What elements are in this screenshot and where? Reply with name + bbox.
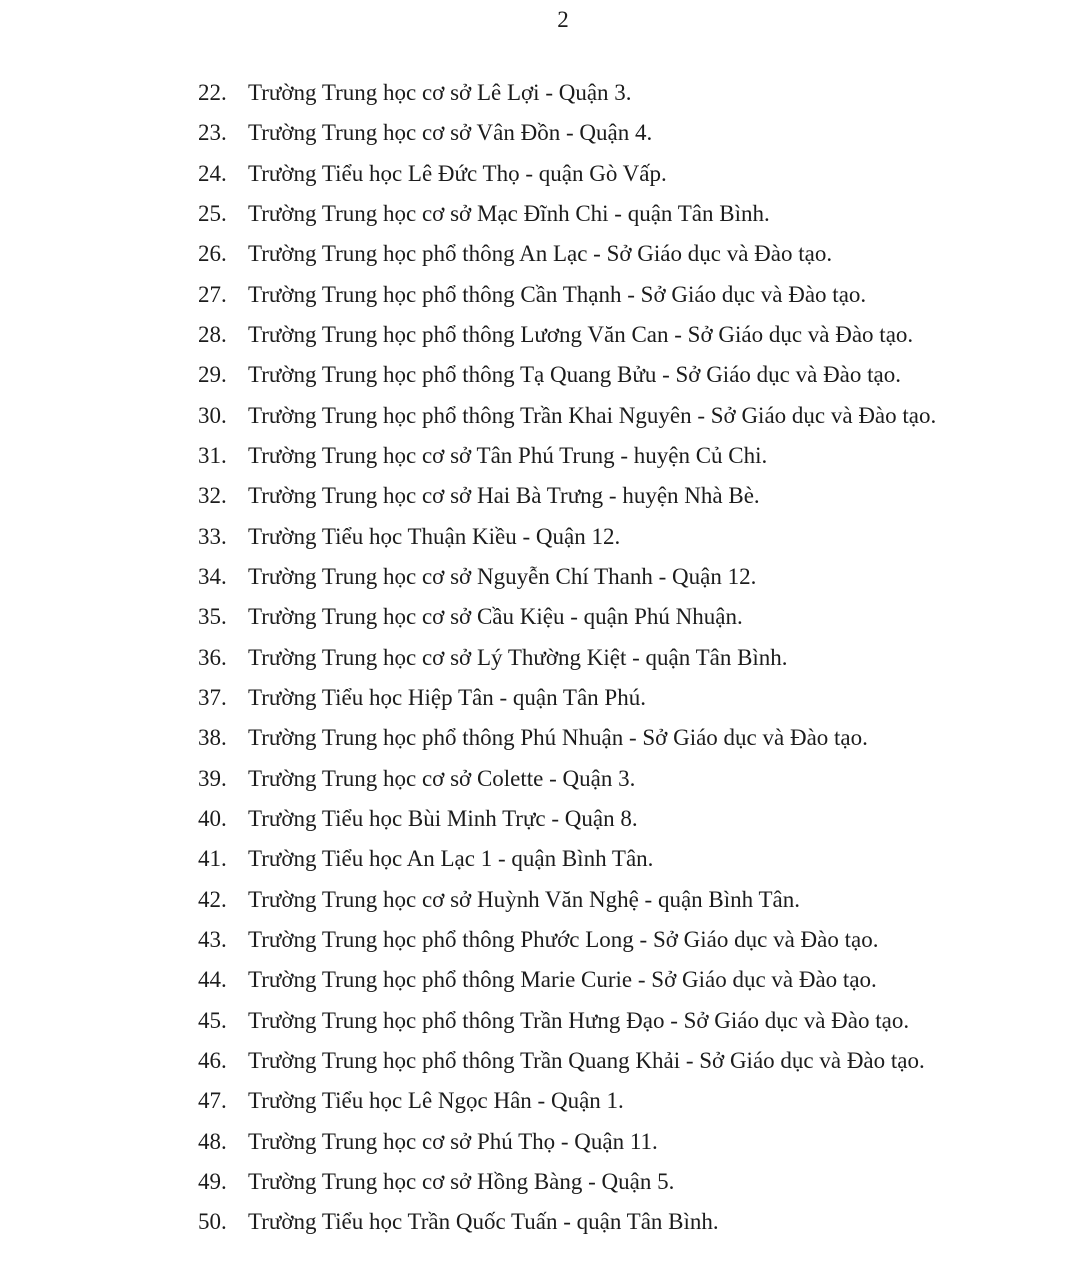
item-text: Trường Tiểu học Trần Quốc Tuấn - quận Tân Bình. [248, 1209, 719, 1235]
item-number: 30. [198, 402, 227, 428]
item-text: Trường Trung học cơ sở Vân Đồn - Quận 4. [248, 120, 653, 146]
list-item [198, 315, 1080, 355]
item-text: Trường Trung học cơ sở Tân Phú Trung - huyện Củ Chi. [248, 442, 768, 468]
item-text: Trường Tiểu học Bùi Minh Trực - Quận 8. [248, 805, 638, 831]
item-number: 35. [198, 604, 227, 630]
list-item [198, 638, 1080, 678]
list-item [198, 396, 1080, 436]
item-text: Trường Tiểu học An Lạc 1 - quận Bình Tân. [248, 846, 654, 872]
list-item [198, 557, 1080, 597]
item-text: Trường Trung học phổ thông Trần Hưng Đạo - Sở Giáo dục và Đào tạo. [248, 1007, 910, 1033]
item-number: 41. [198, 846, 227, 872]
item-number: 22. [198, 80, 227, 105]
page-number: 2 [557, 7, 569, 32]
item-text: Trường Trung học cơ sở Cầu Kiệu - quận Phú Nhuận. [248, 604, 743, 630]
item-text: Trường Trung học phổ thông Cần Thạnh - Sở Giáo dục và Đào tạo. [248, 281, 867, 307]
list-item [198, 597, 1080, 637]
item-number: 24. [198, 160, 227, 186]
item-text: Trường Trung học phổ thông Phước Long - Sở Giáo dục và Đào tạo. [248, 926, 879, 952]
list-item [198, 920, 1080, 960]
item-text: Trường Trung học cơ sở Nguyễn Chí Thanh - Quận 12. [248, 563, 757, 589]
item-text: Trường Trung học cơ sở Mạc Đĩnh Chi - quận Tân Bình. [248, 200, 770, 226]
item-number: 39. [198, 765, 227, 791]
item-text: Trường Tiểu học Thuận Kiều - Quận 12. [248, 523, 621, 549]
item-number: 31. [198, 442, 227, 468]
item-number: 42. [198, 886, 227, 912]
list-item [198, 759, 1080, 799]
item-number: 26. [198, 241, 227, 267]
item-text: Trường Trung học phổ thông Trần Quang Khải - Sở Giáo dục và Đào tạo. [248, 1047, 925, 1073]
item-text: Trường Trung học phổ thông Lương Văn Can - Sở Giáo dục và Đào tạo. [248, 321, 914, 347]
list-item [198, 234, 1080, 274]
item-text: Trường Trung học cơ sở Phú Thọ - Quận 11. [248, 1128, 658, 1154]
list-item [198, 355, 1080, 395]
list-item [198, 960, 1080, 1000]
list-item [198, 1001, 1080, 1041]
item-text: Trường Tiểu học Hiệp Tân - quận Tân Phú. [248, 684, 646, 710]
item-text: Trường Tiểu học Lê Đức Thọ - quận Gò Vấp. [248, 160, 667, 186]
item-text: Trường Trung học phổ thông Marie Curie - Sở Giáo dục và Đào tạo. [248, 967, 877, 993]
list-item [198, 678, 1080, 718]
item-number: 46. [198, 1047, 227, 1073]
list-item [198, 1122, 1080, 1162]
list-item [198, 275, 1080, 315]
item-text: Trường Trung học cơ sở Lê Lợi - Quận 3. [248, 80, 632, 105]
item-number: 36. [198, 644, 227, 670]
list-item [198, 154, 1080, 194]
item-number: 45. [198, 1007, 227, 1033]
list-item [198, 1162, 1080, 1202]
list-item [198, 476, 1080, 516]
item-text: Trường Trung học phổ thông Phú Nhuận - Sở Giáo dục và Đào tạo. [248, 725, 868, 751]
item-number: 38. [198, 725, 227, 751]
school-list [198, 73, 1080, 1243]
list-item [198, 113, 1080, 153]
item-text: Trường Trung học cơ sở Lý Thường Kiệt - quận Tân Bình. [248, 644, 788, 670]
item-number: 28. [198, 321, 227, 347]
item-number: 25. [198, 200, 227, 226]
list-item [198, 1202, 1080, 1242]
item-number: 27. [198, 281, 227, 307]
item-text: Trường Trung học phổ thông Trần Khai Nguyên - Sở Giáo dục và Đào tạo. [248, 402, 937, 428]
item-number: 47. [198, 1088, 227, 1114]
item-number: 50. [198, 1209, 227, 1235]
item-text: Trường Trung học cơ sở Hai Bà Trưng - huyện Nhà Bè. [248, 483, 760, 509]
list-item [198, 718, 1080, 758]
list-item [198, 1081, 1080, 1121]
list-item [198, 436, 1080, 476]
list-item [198, 839, 1080, 879]
item-number: 43. [198, 926, 227, 952]
item-number: 37. [198, 684, 227, 710]
item-text: Trường Trung học cơ sở Hồng Bàng - Quận 5. [248, 1168, 675, 1194]
item-number: 29. [198, 362, 227, 388]
item-text: Trường Trung học cơ sở Colette - Quận 3. [248, 765, 636, 791]
list-item [198, 1041, 1080, 1081]
list-item [198, 73, 1080, 113]
item-number: 33. [198, 523, 227, 549]
item-number: 32. [198, 483, 227, 509]
list-item [198, 799, 1080, 839]
item-text: Trường Trung học phổ thông An Lạc - Sở Giáo dục và Đào tạo. [248, 241, 833, 267]
item-number: 34. [198, 563, 227, 589]
item-number: 23. [198, 120, 227, 146]
item-number: 49. [198, 1168, 227, 1194]
list-item [198, 194, 1080, 234]
list-item [198, 517, 1080, 557]
item-text: Trường Trung học cơ sở Huỳnh Văn Nghệ - quận Bình Tân. [248, 886, 800, 912]
item-number: 40. [198, 805, 227, 831]
item-number: 48. [198, 1128, 227, 1154]
item-text: Trường Tiểu học Lê Ngọc Hân - Quận 1. [248, 1088, 624, 1114]
item-number: 44. [198, 967, 227, 993]
list-item [198, 880, 1080, 920]
item-text: Trường Trung học phổ thông Tạ Quang Bửu - Sở Giáo dục và Đào tạo. [248, 362, 901, 388]
